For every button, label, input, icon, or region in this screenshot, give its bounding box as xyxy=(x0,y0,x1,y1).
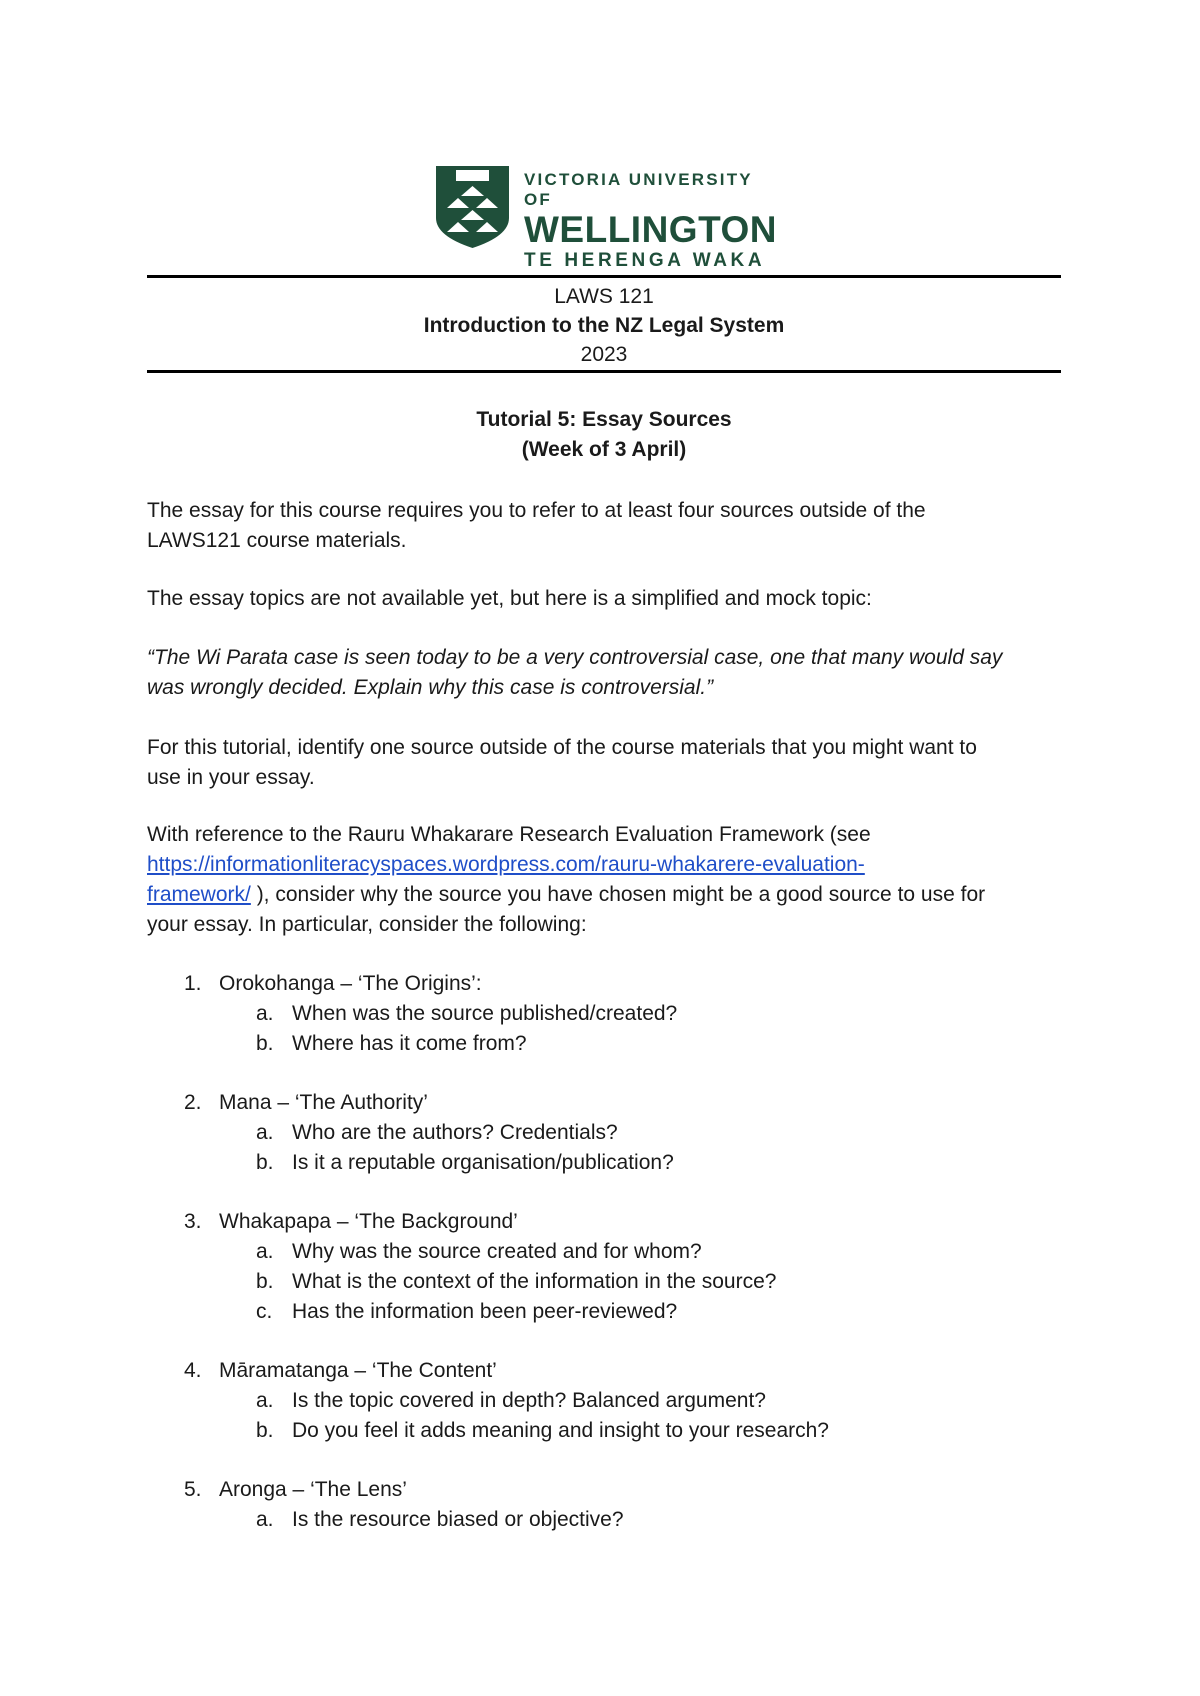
sub-question: Where has it come from? xyxy=(292,1032,527,1055)
item-number: 5. xyxy=(184,1478,202,1501)
sub-letter: b. xyxy=(256,1151,274,1174)
mock-topic-quote xyxy=(147,643,1067,703)
sub-letter: b. xyxy=(256,1419,274,1442)
university-crest-icon xyxy=(436,166,509,248)
item-label: Māramatanga – ‘The Content’ xyxy=(219,1359,497,1382)
sub-letter: a. xyxy=(256,1389,274,1412)
framework-link-continued[interactable]: framework/ xyxy=(147,883,251,906)
course-title: Introduction to the NZ Legal System xyxy=(423,314,785,337)
item-number: 4. xyxy=(184,1359,202,1382)
tutorial-heading xyxy=(147,405,1061,465)
sub-question: Is the resource biased or objective? xyxy=(292,1508,624,1531)
sub-letter: c. xyxy=(256,1300,273,1323)
tutorial-week: (Week of 3 April) xyxy=(521,438,687,461)
tutorial-title: Tutorial 5: Essay Sources xyxy=(476,408,732,431)
task-paragraph xyxy=(147,733,1067,793)
logo-wordmark xyxy=(524,170,782,272)
sub-question: Is it a reputable organisation/publication? xyxy=(292,1151,674,1174)
header-rule-bottom xyxy=(147,370,1061,373)
item-number: 1. xyxy=(184,972,202,995)
sub-letter: a. xyxy=(256,1508,274,1531)
sub-question: Is the topic covered in depth? Balanced argument? xyxy=(292,1389,766,1412)
sub-question: Why was the source created and for whom? xyxy=(292,1240,702,1263)
quote-line-2: was wrongly decided. Explain why this case is controversial.” xyxy=(147,676,714,699)
item-label: Whakapapa – ‘The Background’ xyxy=(219,1210,518,1233)
intro-line-2: LAWS121 course materials. xyxy=(147,529,407,552)
framework-link[interactable]: https://informationliteracyspaces.wordpress.com/rauru-whakarere-evaluation- xyxy=(147,853,865,876)
framework-line-1: With reference to the Rauru Whakarare Research Evaluation Framework (see xyxy=(147,823,871,846)
sub-letter: a. xyxy=(256,1121,274,1144)
quote-line-1: “The Wi Parata case is seen today to be a very controversial case, one that many would say xyxy=(147,646,1003,669)
sub-letter: b. xyxy=(256,1032,274,1055)
topic-intro-paragraph xyxy=(147,584,1067,614)
sub-question: Has the information been peer-reviewed? xyxy=(292,1300,678,1323)
sub-question: When was the source published/created? xyxy=(292,1002,678,1025)
course-code: LAWS 121 xyxy=(554,285,654,308)
topic-intro-line: The essay topics are not available yet, but here is a simplified and mock topic: xyxy=(147,587,872,610)
logo-line-2: WELLINGTON xyxy=(524,209,778,250)
sub-letter: a. xyxy=(256,1002,274,1025)
item-label: Mana – ‘The Authority’ xyxy=(219,1091,428,1114)
intro-paragraph xyxy=(147,496,1067,556)
framework-paragraph xyxy=(147,820,1067,940)
sub-question: Do you feel it adds meaning and insight to your research? xyxy=(292,1419,829,1442)
sub-question: What is the context of the information in the source? xyxy=(292,1270,777,1293)
framework-line-3: ), consider why the source you have chosen might be a good source to use for xyxy=(250,883,986,906)
sub-letter: b. xyxy=(256,1270,274,1293)
sub-letter: a. xyxy=(256,1240,274,1263)
framework-line-4: your essay. In particular, consider the following: xyxy=(147,913,587,936)
course-year: 2023 xyxy=(580,343,628,366)
logo-line-3: TE HERENGA WAKA xyxy=(524,250,766,271)
course-header xyxy=(147,282,1061,369)
item-number: 2. xyxy=(184,1091,202,1114)
item-number: 3. xyxy=(184,1210,202,1233)
logo-line-1: VICTORIA UNIVERSITY OF xyxy=(524,170,753,209)
task-line-1: For this tutorial, identify one source outside of the course materials that you might want to xyxy=(147,736,977,759)
item-label: Orokohanga – ‘The Origins’: xyxy=(219,972,482,995)
intro-line-1: The essay for this course requires you to refer to at least four sources outside of the xyxy=(147,499,926,522)
header-rule-top xyxy=(147,275,1061,278)
item-label: Aronga – ‘The Lens’ xyxy=(219,1478,407,1501)
university-logo xyxy=(412,150,782,271)
task-line-2: use in your essay. xyxy=(147,766,315,789)
sub-question: Who are the authors? Credentials? xyxy=(292,1121,618,1144)
